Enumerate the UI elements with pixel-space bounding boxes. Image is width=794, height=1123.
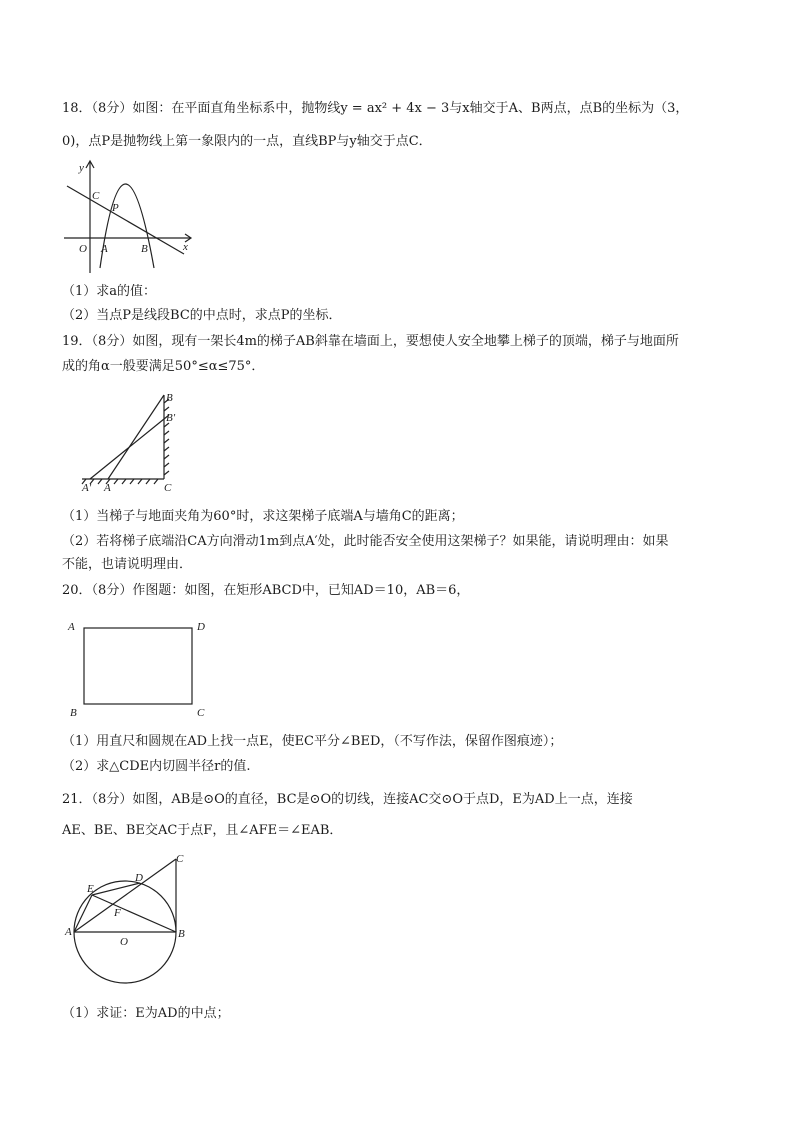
q21-line-1: 21．（8分）如图，AB是⊙O的直径，BC是⊙O的切线，连接AC交⊙O于点D，E为AD上一点，连接	[62, 792, 633, 807]
q20-label-a: A	[68, 621, 75, 633]
q20-rectangle-figure	[62, 615, 212, 721]
q18-line-2: 0)，点P是抛物线上第一象限内的一点，直线BP与y轴交于点C．	[62, 134, 432, 149]
q18-label-a: A	[101, 243, 108, 255]
q18-label-o: O	[79, 243, 87, 255]
q18-label-y: y	[79, 162, 84, 174]
q19-ladder-figure	[78, 383, 188, 493]
q19-sub-1: （1）当梯子与地面夹角为60°时，求这架梯子底端A与墙角C的距离；	[62, 509, 464, 524]
q21-sub-1: （1）求证：E为AD的中点；	[62, 1006, 230, 1021]
q20-sub-1: （1）用直尺和圆规在AD上找一点E，使EC平分∠BED，（不写作法，保留作图痕迹）；	[62, 734, 563, 749]
q19-line-1: 19．（8分）如图，现有一架长4m的梯子AB斜靠在墙面上，要想使人安全地攀上梯子的顶端，梯子与地面所	[62, 334, 679, 349]
q19-wall-hatch	[164, 399, 169, 475]
q18-label-b: B	[141, 243, 148, 255]
q19-label-a-prime: A′	[82, 482, 92, 493]
q19-label-b-prime: B′	[166, 412, 176, 424]
q19-sub-2b: 不能，也请说明理由．	[62, 557, 193, 572]
q20-label-d: D	[197, 621, 205, 633]
q18-label-x: x	[183, 241, 188, 253]
q18-parabola	[100, 184, 154, 268]
q21-circle-figure	[62, 850, 202, 990]
q18-parabola-figure	[62, 158, 197, 276]
q21-line-2: AE、BE、BE交AC于点F，且∠AFE＝∠EAB．	[62, 823, 343, 838]
q21-label-a: A	[65, 926, 72, 938]
q19-label-b: B	[166, 392, 173, 404]
q20-sub-2: （2）求△CDE内切圆半径r的值.	[62, 759, 251, 774]
q21-line-ae	[74, 895, 92, 932]
q21-line-be	[92, 895, 176, 932]
q19-ground-hatch	[82, 479, 158, 484]
q21-label-d: D	[135, 872, 143, 884]
q21-line-ed	[92, 883, 140, 895]
q20-label-b: B	[70, 707, 77, 719]
q19-label-c: C	[164, 482, 172, 493]
q19-ladder-ab	[108, 395, 164, 479]
q18-sub-1: （1）求a的值：	[62, 284, 157, 299]
q19-sub-2a: （2）若将梯子底端沿CA方向滑动1m到点A′处，此时能否安全使用这架梯子？如果能，请说明理由：如果	[62, 534, 669, 549]
q21-label-f: F	[114, 907, 121, 919]
q20-label-c: C	[197, 707, 205, 719]
q19-ladder-a-prime-b-prime	[90, 419, 164, 479]
q19-label-a: A	[104, 482, 111, 493]
q18-line-1: 18．（8分）如图：在平面直角坐标系中，抛物线y = ax² + 4x − 3与x轴交于A、B两点，点B的坐标为（3，	[62, 101, 689, 116]
q21-label-e: E	[87, 883, 94, 895]
q21-label-b: B	[178, 928, 185, 940]
q20-rectangle-abcd	[84, 628, 192, 704]
q18-label-p: P	[112, 202, 119, 214]
q21-label-o: O	[120, 936, 128, 948]
q18-sub-2: （2）当点P是线段BC的中点时，求点P的坐标．	[62, 308, 342, 323]
q18-label-c: C	[92, 190, 100, 202]
q21-label-c: C	[176, 853, 184, 865]
q20-line-1: 20．（8分）作图题：如图，在矩形ABCD中，已知AD＝10，AB＝6，	[62, 583, 470, 598]
q19-line-2: 成的角α一般要满足50°≤α≤75°．	[62, 359, 265, 374]
